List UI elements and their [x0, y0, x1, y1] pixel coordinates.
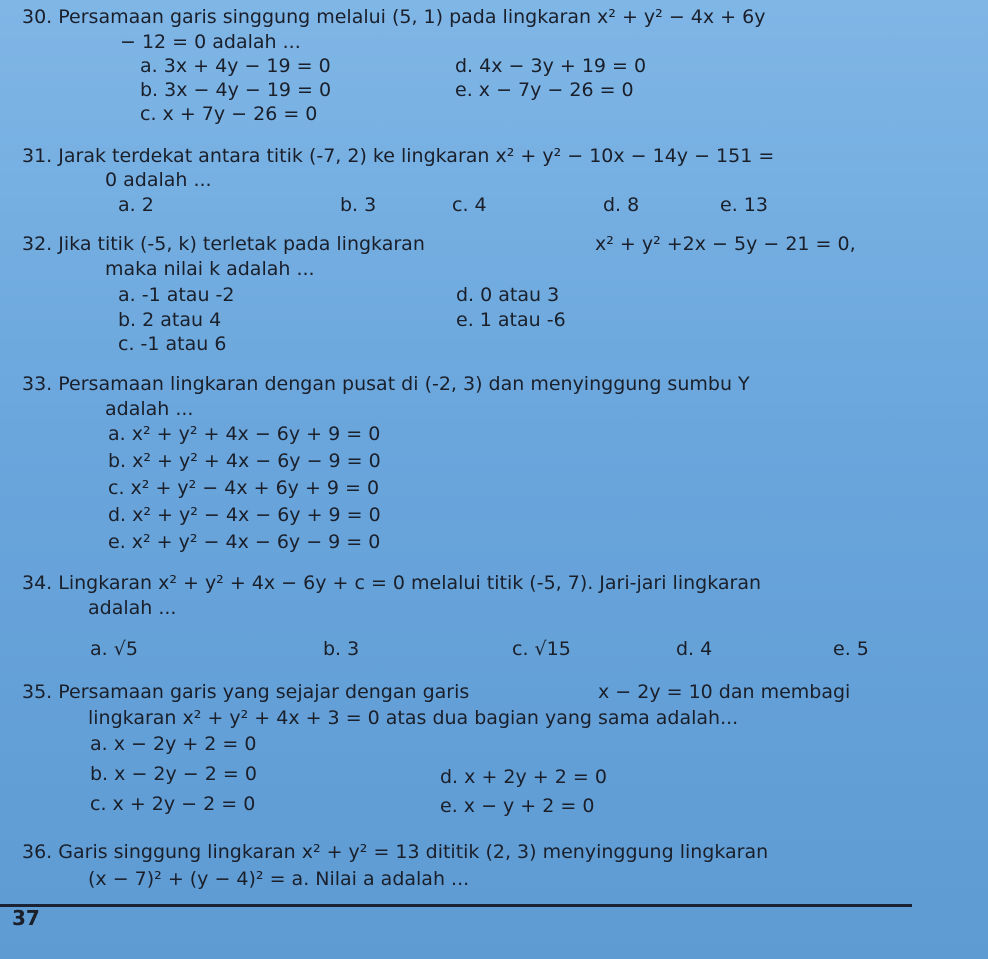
- q30-option-a: a. 3x + 4y − 19 = 0: [140, 55, 331, 77]
- q34-stem-line2: adalah ...: [88, 597, 177, 619]
- q34-option-a: a. √5: [90, 638, 138, 660]
- q30-number: 30.: [22, 6, 53, 28]
- q30-stem-line2: − 12 = 0 adalah ...: [120, 31, 301, 53]
- q33-option-c: c. x² + y² − 4x + 6y + 9 = 0: [108, 477, 380, 499]
- q34-option-d: d. 4: [676, 638, 713, 660]
- q32-number: 32.: [22, 233, 53, 255]
- q35-option-d: d. x + 2y + 2 = 0: [440, 766, 607, 788]
- q35-option-b: b. x − 2y − 2 = 0: [90, 763, 257, 785]
- q36-stem: [22, 841, 768, 863]
- q36-number: 36.: [22, 841, 53, 863]
- q35-stem-equation: x − 2y = 10 dan membagi: [598, 681, 851, 703]
- q33-option-b: b. x² + y² + 4x − 6y − 9 = 0: [108, 450, 381, 472]
- q33-option-a: a. x² + y² + 4x − 6y + 9 = 0: [108, 423, 381, 445]
- q34-stem-line1: Lingkaran x² + y² + 4x − 6y + c = 0 melalui titik (-5, 7). Jari-jari lingkaran: [58, 572, 762, 594]
- q32-option-c: c. -1 atau 6: [118, 333, 227, 355]
- q32-option-a: a. -1 atau -2: [118, 284, 235, 306]
- q33-number: 33.: [22, 373, 53, 395]
- q30-option-e: e. x − 7y − 26 = 0: [455, 79, 634, 101]
- q34-option-c: c. √15: [512, 638, 571, 660]
- q35-option-a: a. x − 2y + 2 = 0: [90, 733, 257, 755]
- page-footer-divider: [0, 904, 912, 907]
- q31-option-d: d. 8: [603, 194, 640, 216]
- q35-stem-line2: lingkaran x² + y² + 4x + 3 = 0 atas dua bagian yang sama adalah...: [88, 707, 739, 729]
- q34-stem: [22, 572, 761, 594]
- q30-option-d: d. 4x − 3y + 19 = 0: [455, 55, 647, 77]
- q30-stem-line1: Persamaan garis singgung melalui (5, 1) pada lingkaran x² + y² − 4x + 6y: [58, 6, 766, 28]
- q35-option-e: e. x − y + 2 = 0: [440, 795, 595, 817]
- q36-stem-line2: (x − 7)² + (y − 4)² = a. Nilai a adalah ...: [88, 868, 470, 890]
- q30-option-b: b. 3x − 4y − 19 = 0: [140, 79, 332, 101]
- q36-stem-line1: Garis singgung lingkaran x² + y² = 13 dititik (2, 3) menyinggung lingkaran: [58, 841, 769, 863]
- q33-stem: [22, 373, 750, 395]
- q32-stem-line1: Jika titik (-5, k) terletak pada lingkaran: [58, 233, 425, 255]
- q33-stem-line1: Persamaan lingkaran dengan pusat di (-2, 3) dan menyinggung sumbu Y: [58, 373, 750, 395]
- q31-stem: [22, 145, 774, 167]
- q35-option-c: c. x + 2y − 2 = 0: [90, 793, 256, 815]
- q33-option-d: d. x² + y² − 4x − 6y + 9 = 0: [108, 504, 381, 526]
- q31-option-a: a. 2: [118, 194, 154, 216]
- page-number: 37: [12, 906, 40, 930]
- q32-stem: [22, 233, 425, 255]
- q30-stem: [22, 6, 765, 28]
- q35-stem: [22, 681, 469, 703]
- q33-stem-line2: adalah ...: [105, 398, 194, 420]
- q32-stem-line2: maka nilai k adalah ...: [105, 258, 315, 280]
- q35-number: 35.: [22, 681, 53, 703]
- q32-option-b: b. 2 atau 4: [118, 309, 222, 331]
- q31-stem-line1: Jarak terdekat antara titik (-7, 2) ke lingkaran x² + y² − 10x − 14y − 151 =: [58, 145, 775, 167]
- q34-number: 34.: [22, 572, 53, 594]
- q32-option-d: d. 0 atau 3: [456, 284, 560, 306]
- q31-option-c: c. 4: [452, 194, 487, 216]
- q35-stem-line1: Persamaan garis yang sejajar dengan garis: [58, 681, 470, 703]
- q32-stem-equation: x² + y² +2x − 5y − 21 = 0,: [595, 233, 856, 255]
- q31-option-e: e. 13: [720, 194, 768, 216]
- q31-stem-line2: 0 adalah ...: [105, 169, 212, 191]
- q30-option-c: c. x + 7y − 26 = 0: [140, 103, 318, 125]
- q33-option-e: e. x² + y² − 4x − 6y − 9 = 0: [108, 531, 381, 553]
- q31-number: 31.: [22, 145, 53, 167]
- q34-option-b: b. 3: [323, 638, 360, 660]
- q32-option-e: e. 1 atau -6: [456, 309, 566, 331]
- q34-option-e: e. 5: [833, 638, 869, 660]
- q31-option-b: b. 3: [340, 194, 377, 216]
